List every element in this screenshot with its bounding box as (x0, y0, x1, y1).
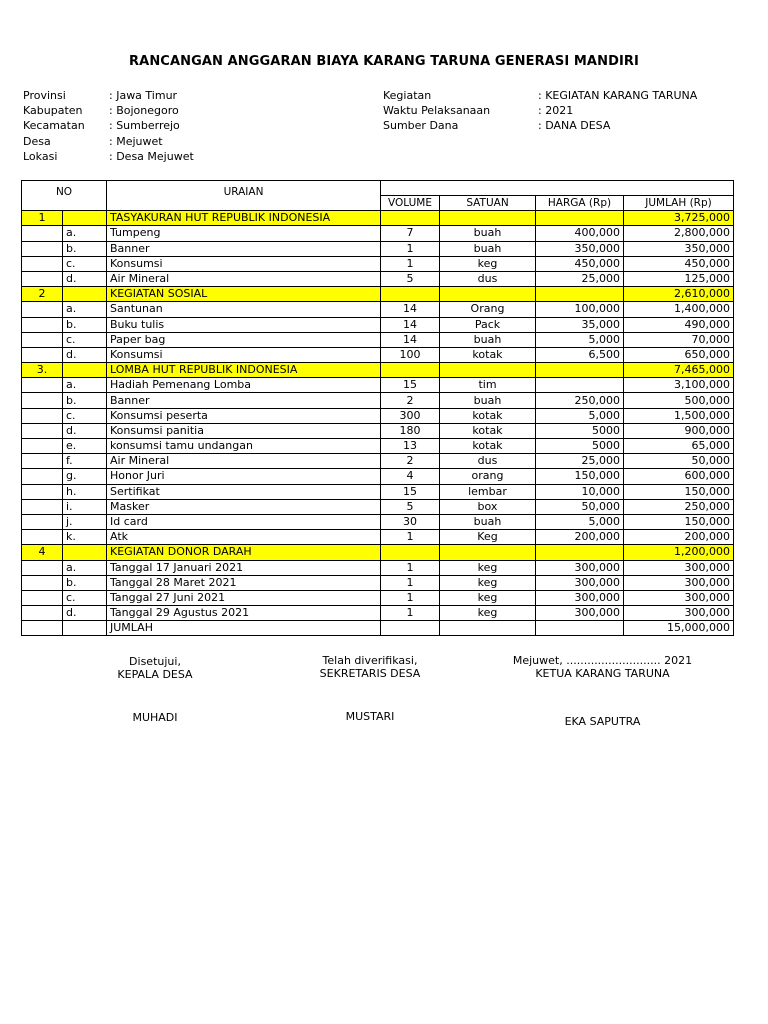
cell-uraian: KEGIATAN DONOR DARAH (107, 545, 381, 560)
cell-no (22, 317, 63, 332)
cell-jumlah: 300,000 (624, 560, 734, 575)
cell-satuan: Keg (440, 530, 536, 545)
table-row (22, 606, 734, 621)
cell-jumlah: 490,000 (624, 317, 734, 332)
cell-sub (63, 363, 107, 378)
cell-no (22, 302, 63, 317)
cell-harga: 250,000 (536, 393, 624, 408)
cell-uraian: Honor Juri (107, 469, 381, 484)
cell-sub: b. (63, 393, 107, 408)
cell-jumlah: 250,000 (624, 499, 734, 514)
cell-uraian: Tanggal 17 Januari 2021 (107, 560, 381, 575)
total-row (22, 621, 734, 636)
cell-satuan: dus (440, 454, 536, 469)
cell-uraian: Santunan (107, 302, 381, 317)
cell-sub: f. (63, 454, 107, 469)
section-row (22, 363, 734, 378)
cell-sub: b. (63, 575, 107, 590)
table-row (22, 378, 734, 393)
cell-sub: d. (63, 606, 107, 621)
section-row (22, 545, 734, 560)
cell-jumlah: 7,465,000 (624, 363, 734, 378)
cell-volume: 300 (381, 408, 440, 423)
budget-table (21, 180, 734, 636)
cell-sub (63, 545, 107, 560)
cell-uraian: Banner (107, 393, 381, 408)
cell-volume: 1 (381, 606, 440, 621)
cell-jumlah: 150,000 (624, 484, 734, 499)
table-row (22, 317, 734, 332)
cell-jumlah: 350,000 (624, 241, 734, 256)
table-row (22, 226, 734, 241)
table-row (22, 439, 734, 454)
table-row (22, 590, 734, 605)
cell-volume: 5 (381, 271, 440, 286)
cell-harga: 200,000 (536, 530, 624, 545)
cell-harga: 6,500 (536, 347, 624, 362)
table-row (22, 514, 734, 529)
cell-jumlah: 200,000 (624, 530, 734, 545)
signature-name-sekretaris-desa: MUSTARI (345, 710, 395, 723)
cell-uraian: KEGIATAN SOSIAL (107, 287, 381, 302)
section-row (22, 211, 734, 226)
cell-jumlah: 50,000 (624, 454, 734, 469)
cell-satuan: Orang (440, 302, 536, 317)
cell-satuan (440, 287, 536, 302)
cell-no (22, 514, 63, 529)
cell-uraian: Air Mineral (107, 271, 381, 286)
cell-no (22, 439, 63, 454)
cell-uraian: Konsumsi peserta (107, 408, 381, 423)
cell-harga: 300,000 (536, 575, 624, 590)
cell-harga: 150,000 (536, 469, 624, 484)
info-row-provinsi: Provinsi : Jawa Timur (23, 89, 178, 102)
cell-volume: 2 (381, 393, 440, 408)
cell-sub: k. (63, 530, 107, 545)
cell-jumlah: 150,000 (624, 514, 734, 529)
cell-sub: i. (63, 499, 107, 514)
cell-no: 4 (22, 545, 63, 560)
cell-satuan: kotak (440, 423, 536, 438)
cell-sub: a. (63, 302, 107, 317)
cell-sub: j. (63, 514, 107, 529)
cell-uraian: Id card (107, 514, 381, 529)
cell-volume: 5 (381, 499, 440, 514)
cell-harga (536, 621, 624, 636)
cell-volume: 1 (381, 575, 440, 590)
cell-satuan: dus (440, 271, 536, 286)
cell-harga: 5000 (536, 423, 624, 438)
cell-jumlah: 600,000 (624, 469, 734, 484)
cell-satuan: keg (440, 575, 536, 590)
cell-satuan (440, 363, 536, 378)
cell-uraian: konsumsi tamu undangan (107, 439, 381, 454)
cell-volume (381, 545, 440, 560)
cell-uraian: Atk (107, 530, 381, 545)
cell-uraian: Tanggal 27 Juni 2021 (107, 590, 381, 605)
cell-uraian: Hadiah Pemenang Lomba (107, 378, 381, 393)
info-row-kabupaten: Kabupaten : Bojonegoro (23, 104, 179, 118)
cell-uraian: Buku tulis (107, 317, 381, 332)
cell-satuan: kotak (440, 408, 536, 423)
cell-sub: a. (63, 226, 107, 241)
table-row (22, 256, 734, 271)
cell-uraian: Tanggal 28 Maret 2021 (107, 575, 381, 590)
cell-satuan: keg (440, 606, 536, 621)
cell-satuan (440, 211, 536, 226)
cell-jumlah: 3,725,000 (624, 211, 734, 226)
header-volume: VOLUME (381, 196, 440, 211)
cell-jumlah: 300,000 (624, 590, 734, 605)
cell-sub (63, 211, 107, 226)
cell-volume: 2 (381, 454, 440, 469)
cell-no (22, 393, 63, 408)
cell-sub: d. (63, 423, 107, 438)
cell-no (22, 241, 63, 256)
cell-volume: 1 (381, 256, 440, 271)
cell-harga: 300,000 (536, 606, 624, 621)
cell-harga: 10,000 (536, 484, 624, 499)
cell-no (22, 499, 63, 514)
cell-jumlah: 1,500,000 (624, 408, 734, 423)
cell-jumlah: 1,400,000 (624, 302, 734, 317)
cell-harga: 5000 (536, 439, 624, 454)
cell-no (22, 256, 63, 271)
table-row (22, 271, 734, 286)
cell-uraian: Masker (107, 499, 381, 514)
signature-sekretaris-desa: Telah diverifikasi, SEKRETARIS DESA MUSTARI (300, 654, 440, 723)
cell-jumlah: 125,000 (624, 271, 734, 286)
header-blank (381, 181, 734, 196)
cell-harga: 450,000 (536, 256, 624, 271)
cell-satuan: tim (440, 378, 536, 393)
cell-harga (536, 378, 624, 393)
cell-jumlah: 300,000 (624, 606, 734, 621)
table-row (22, 423, 734, 438)
cell-sub (63, 621, 107, 636)
table-row (22, 499, 734, 514)
header-harga: HARGA (Rp) (536, 196, 624, 211)
table-row (22, 302, 734, 317)
cell-no (22, 560, 63, 575)
cell-harga (536, 545, 624, 560)
table-row (22, 408, 734, 423)
cell-sub: e. (63, 439, 107, 454)
cell-no (22, 530, 63, 545)
section-row (22, 287, 734, 302)
signature-name-ketua: EKA SAPUTRA (564, 715, 641, 728)
cell-harga: 50,000 (536, 499, 624, 514)
cell-harga: 350,000 (536, 241, 624, 256)
cell-no (22, 226, 63, 241)
cell-no (22, 408, 63, 423)
cell-volume: 14 (381, 302, 440, 317)
cell-no: 2 (22, 287, 63, 302)
cell-jumlah: 450,000 (624, 256, 734, 271)
cell-sub: c. (63, 408, 107, 423)
table-row (22, 393, 734, 408)
cell-satuan: keg (440, 590, 536, 605)
cell-uraian: Konsumsi (107, 347, 381, 362)
cell-satuan: buah (440, 226, 536, 241)
cell-sub: a. (63, 560, 107, 575)
cell-volume (381, 211, 440, 226)
cell-satuan: buah (440, 393, 536, 408)
cell-satuan: buah (440, 332, 536, 347)
cell-jumlah: 650,000 (624, 347, 734, 362)
cell-uraian: Paper bag (107, 332, 381, 347)
cell-sub: b. (63, 241, 107, 256)
cell-sub: g. (63, 469, 107, 484)
cell-volume (381, 363, 440, 378)
cell-satuan (440, 545, 536, 560)
cell-harga: 300,000 (536, 560, 624, 575)
cell-no: 1 (22, 211, 63, 226)
cell-harga: 300,000 (536, 590, 624, 605)
table-row (22, 332, 734, 347)
cell-harga: 100,000 (536, 302, 624, 317)
cell-volume: 15 (381, 378, 440, 393)
cell-no (22, 469, 63, 484)
cell-volume: 14 (381, 332, 440, 347)
cell-no (22, 621, 63, 636)
cell-harga (536, 211, 624, 226)
signature-name-kepala-desa: MUHADI (132, 711, 178, 724)
cell-sub: a. (63, 378, 107, 393)
cell-satuan: Pack (440, 317, 536, 332)
table-row (22, 454, 734, 469)
info-left (23, 88, 363, 164)
info-row-lokasi: Lokasi : Desa Mejuwet (23, 149, 194, 163)
cell-volume: 4 (381, 469, 440, 484)
cell-uraian: Tumpeng (107, 226, 381, 241)
cell-uraian: LOMBA HUT REPUBLIK INDONESIA (107, 363, 381, 378)
cell-jumlah: 1,200,000 (624, 545, 734, 560)
cell-no: 3. (22, 363, 63, 378)
cell-sub: c. (63, 590, 107, 605)
cell-volume: 1 (381, 241, 440, 256)
cell-jumlah: 900,000 (624, 423, 734, 438)
table-row (22, 347, 734, 362)
cell-no (22, 454, 63, 469)
cell-volume: 7 (381, 226, 440, 241)
cell-harga: 5,000 (536, 514, 624, 529)
cell-harga: 5,000 (536, 332, 624, 347)
cell-uraian: TASYAKURAN HUT REPUBLIK INDONESIA (107, 211, 381, 226)
table-row (22, 241, 734, 256)
cell-jumlah: 65,000 (624, 439, 734, 454)
document-title: RANCANGAN ANGGARAN BIAYA KARANG TARUNA GENERASI MANDIRI (129, 54, 639, 69)
cell-harga: 400,000 (536, 226, 624, 241)
cell-uraian: JUMLAH (107, 621, 381, 636)
cell-harga: 35,000 (536, 317, 624, 332)
cell-harga: 5,000 (536, 408, 624, 423)
cell-satuan: kotak (440, 439, 536, 454)
info-row-sumber-dana: Sumber Dana : DANA DESA (383, 119, 611, 133)
cell-volume: 180 (381, 423, 440, 438)
cell-harga (536, 287, 624, 302)
cell-no (22, 590, 63, 605)
cell-sub: d. (63, 347, 107, 362)
cell-no (22, 606, 63, 621)
cell-harga: 25,000 (536, 454, 624, 469)
cell-uraian: Banner (107, 241, 381, 256)
header-no: NO (22, 181, 107, 211)
table-header-top (22, 181, 734, 196)
cell-no (22, 347, 63, 362)
cell-jumlah: 15,000,000 (624, 621, 734, 636)
cell-satuan: box (440, 499, 536, 514)
cell-satuan: kotak (440, 347, 536, 362)
cell-no (22, 484, 63, 499)
cell-uraian: Sertifikat (107, 484, 381, 499)
cell-satuan: keg (440, 560, 536, 575)
cell-volume (381, 287, 440, 302)
cell-jumlah: 3,100,000 (624, 378, 734, 393)
header-uraian: URAIAN (107, 181, 381, 211)
signature-ketua-karang-taruna: Mejuwet, ........................... 2021 KETUA KARANG TARUNA EKA SAPUTRA (500, 654, 705, 728)
cell-sub: h. (63, 484, 107, 499)
cell-volume: 13 (381, 439, 440, 454)
cell-no (22, 271, 63, 286)
cell-volume: 30 (381, 514, 440, 529)
cell-harga (536, 363, 624, 378)
cell-volume: 15 (381, 484, 440, 499)
info-right (383, 88, 753, 134)
cell-sub: d. (63, 271, 107, 286)
info-row-desa: Desa : Mejuwet (23, 134, 163, 148)
cell-harga: 25,000 (536, 271, 624, 286)
info-row-kegiatan: Kegiatan : KEGIATAN KARANG TARUNA (383, 89, 698, 102)
cell-volume: 1 (381, 530, 440, 545)
table-row (22, 575, 734, 590)
signature-kepala-desa: Disetujui, KEPALA DESA MUHADI (90, 655, 220, 724)
cell-satuan: orang (440, 469, 536, 484)
cell-uraian: Tanggal 29 Agustus 2021 (107, 606, 381, 621)
cell-volume: 100 (381, 347, 440, 362)
cell-uraian: Air Mineral (107, 454, 381, 469)
cell-volume: 1 (381, 560, 440, 575)
cell-sub: c. (63, 332, 107, 347)
table-row (22, 484, 734, 499)
cell-sub: c. (63, 256, 107, 271)
header-jumlah: JUMLAH (Rp) (624, 196, 734, 211)
cell-jumlah: 300,000 (624, 575, 734, 590)
cell-uraian: Konsumsi panitia (107, 423, 381, 438)
cell-volume: 14 (381, 317, 440, 332)
table-row (22, 530, 734, 545)
info-row-kecamatan: Kecamatan : Sumberrejo (23, 119, 180, 133)
cell-no (22, 332, 63, 347)
cell-no (22, 575, 63, 590)
cell-jumlah: 2,800,000 (624, 226, 734, 241)
cell-satuan: buah (440, 514, 536, 529)
table-row (22, 469, 734, 484)
cell-satuan: keg (440, 256, 536, 271)
cell-sub: b. (63, 317, 107, 332)
cell-no (22, 423, 63, 438)
info-row-waktu: Waktu Pelaksanaan : 2021 (383, 104, 574, 118)
cell-uraian: Konsumsi (107, 256, 381, 271)
cell-volume: 1 (381, 590, 440, 605)
cell-sub (63, 287, 107, 302)
cell-jumlah: 70,000 (624, 332, 734, 347)
cell-jumlah: 2,610,000 (624, 287, 734, 302)
cell-satuan (440, 621, 536, 636)
table-row (22, 560, 734, 575)
cell-volume (381, 621, 440, 636)
header-satuan: SATUAN (440, 196, 536, 211)
cell-satuan: buah (440, 241, 536, 256)
cell-satuan: lembar (440, 484, 536, 499)
cell-jumlah: 500,000 (624, 393, 734, 408)
cell-no (22, 378, 63, 393)
